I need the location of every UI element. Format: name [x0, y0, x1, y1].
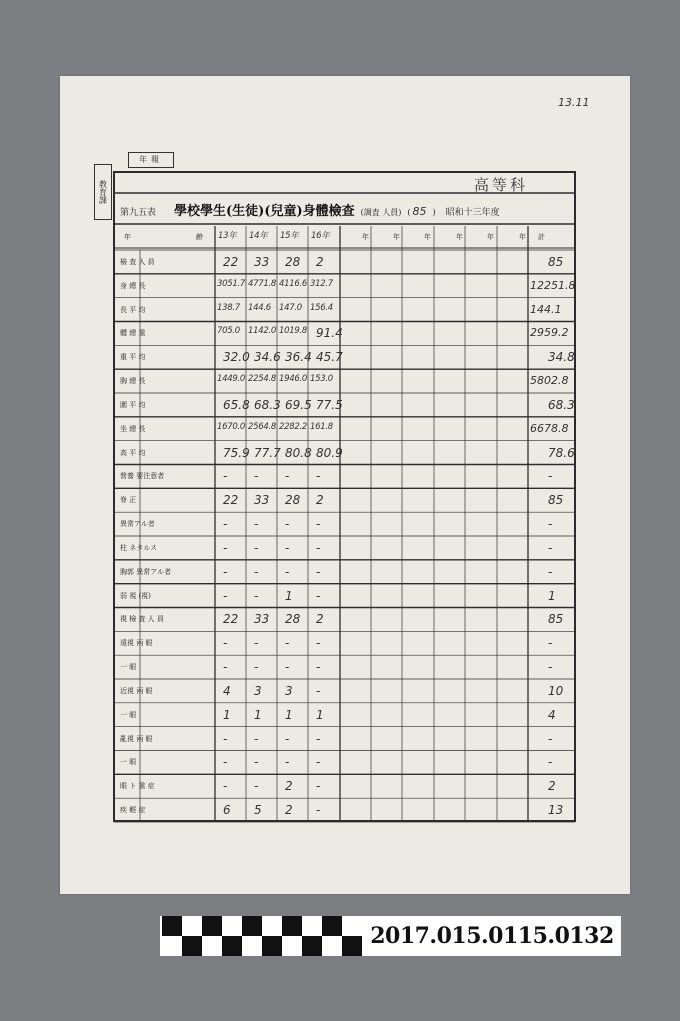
checker-pattern	[160, 916, 364, 956]
cell-value: -	[223, 636, 228, 651]
cell-value: -	[254, 469, 259, 484]
row-label: 近視 兩 眼	[120, 686, 153, 695]
corner-pencil-note: 13.11	[558, 96, 590, 109]
cell-value: 2254.8	[248, 374, 276, 385]
row-total: 144.1	[530, 302, 562, 316]
cell-value: 75.9	[223, 445, 250, 460]
cell-value: -	[254, 731, 259, 746]
cell-value: 1019.8	[279, 326, 307, 337]
cell-value: -	[285, 540, 290, 555]
cell-value: 32.0	[223, 350, 250, 365]
cell-value: 1946.0	[279, 374, 307, 385]
cell-value: -	[254, 636, 259, 651]
row-label: 亂視 兩 眼	[120, 734, 153, 743]
cell-value: 2	[285, 803, 293, 818]
row-label: 重 平 均	[120, 353, 146, 362]
row-label: 胸 總 長	[120, 377, 146, 386]
cell-value: -	[254, 755, 259, 770]
row-total: -	[548, 564, 553, 579]
age-header-label2: 齢	[196, 233, 203, 241]
cell-value: -	[285, 517, 290, 532]
checker-square	[182, 936, 202, 956]
cell-value: 1	[285, 588, 293, 603]
cell-value: 28	[285, 254, 301, 269]
cell-value: 22	[223, 493, 239, 508]
total-header: 計	[538, 233, 545, 241]
cell-value: 33	[254, 493, 270, 508]
cell-value: -	[223, 540, 228, 555]
bureau-label: 教育課	[94, 164, 112, 220]
row-label: 體 總 重	[120, 329, 146, 338]
row-total: -	[548, 755, 553, 770]
checker-square	[262, 936, 282, 956]
cell-value: -	[285, 636, 290, 651]
cell-value: 1449.0	[217, 374, 245, 385]
cell-value: -	[254, 588, 259, 603]
age-header: 15年	[280, 231, 299, 241]
row-label: 營養 要注意者	[120, 472, 165, 481]
row-total: -	[548, 731, 553, 746]
row-label: 疾 輕 症	[120, 806, 146, 815]
cell-value: -	[285, 469, 290, 484]
cell-value: 80.9	[316, 445, 343, 460]
row-total: 34.8	[548, 350, 575, 365]
cell-value: 5	[254, 803, 262, 818]
cell-value: 3	[285, 683, 293, 698]
row-total: 1	[548, 588, 556, 603]
cell-value: -	[223, 588, 228, 603]
row-total: -	[548, 540, 553, 555]
cell-value: 2	[316, 493, 324, 508]
cell-value: 6	[223, 803, 231, 818]
age-header-label: 年	[124, 233, 131, 241]
cell-value: 1142.0	[248, 326, 276, 337]
cell-value: 1	[254, 707, 262, 722]
row-label: 眼 ト 重 症	[120, 782, 155, 791]
blank-year: 年	[487, 233, 494, 241]
cell-value: -	[254, 779, 259, 794]
cell-value: -	[254, 564, 259, 579]
cell-value: 68.3	[254, 397, 281, 412]
row-label: 胸郭 異常アル者	[120, 567, 171, 576]
cell-value: 4771.8	[248, 278, 276, 289]
checker-square	[322, 916, 342, 936]
row-total: -	[548, 517, 553, 532]
cell-value: -	[285, 564, 290, 579]
cell-value: -	[254, 517, 259, 532]
cell-value: -	[316, 636, 321, 651]
blank-year: 年	[424, 233, 431, 241]
cell-value: -	[223, 731, 228, 746]
checker-square	[342, 936, 362, 956]
row-total: 6678.8	[530, 421, 569, 435]
cell-value: -	[316, 803, 321, 818]
cell-value: -	[254, 540, 259, 555]
cell-value: 2282.2	[279, 421, 307, 432]
cell-value: 69.5	[285, 397, 312, 412]
cell-value: 91.4	[316, 326, 343, 341]
row-total: 13	[548, 803, 564, 818]
cell-value: 4116.6	[279, 278, 307, 289]
cell-value: -	[223, 779, 228, 794]
cell-value: -	[316, 469, 321, 484]
row-label: 圍 平 均	[120, 400, 146, 409]
blank-year: 年	[456, 233, 463, 241]
cell-value: 28	[285, 493, 301, 508]
checker-square	[202, 916, 222, 936]
cell-value: -	[316, 755, 321, 770]
cell-value: -	[223, 517, 228, 532]
title-paren-b: (	[407, 208, 411, 217]
cell-value: 28	[285, 612, 301, 627]
cell-value: 22	[223, 254, 239, 269]
row-label: 高 平 均	[120, 448, 146, 457]
cell-value: 45.7	[316, 350, 343, 365]
cell-value: -	[285, 755, 290, 770]
row-total: -	[548, 469, 553, 484]
row-label: 一 眼	[120, 758, 137, 767]
row-label: 檢 査 人 員	[120, 257, 155, 266]
cell-value: 312.7	[310, 278, 333, 289]
cell-value: 3051.7	[217, 278, 245, 289]
cell-value: 80.8	[285, 445, 312, 460]
row-label: 坐 總 長	[120, 424, 146, 433]
accession-number: 2017.015.0115.0132	[363, 916, 621, 956]
row-label: 柱 ネタルス	[120, 543, 158, 552]
cell-value: -	[316, 779, 321, 794]
row-total: -	[548, 660, 553, 675]
cell-value: 1	[285, 707, 293, 722]
row-total: 2	[548, 779, 556, 794]
cell-value: 33	[254, 612, 270, 627]
cell-value: -	[316, 588, 321, 603]
row-total: 85	[548, 493, 564, 508]
row-label: 視 檢 査 人 員	[120, 615, 164, 624]
cell-value: -	[285, 731, 290, 746]
row-label: 弱 視 (視)	[120, 591, 151, 600]
cell-value: -	[316, 660, 321, 675]
cell-value: 161.8	[310, 421, 333, 432]
row-label: 脊 正	[120, 496, 137, 505]
row-label: 一 眼	[120, 710, 137, 719]
section-handwritten: 高等科	[474, 176, 529, 194]
checker-square	[242, 916, 262, 936]
cell-value: -	[223, 564, 228, 579]
row-label: 一 眼	[120, 663, 137, 672]
cell-value: 36.4	[285, 350, 312, 365]
cell-value: 77.5	[316, 397, 343, 412]
cell-value: 33	[254, 254, 270, 269]
cell-value: -	[316, 517, 321, 532]
row-total: 5802.8	[530, 374, 569, 388]
title-paren-a: (調査 人員)	[360, 208, 402, 217]
cell-value: 2	[285, 779, 293, 794]
age-header: 13年	[218, 231, 237, 241]
cell-value: 2	[316, 612, 324, 627]
cell-value: 144.6	[248, 302, 271, 313]
cell-value: 156.4	[310, 302, 333, 313]
cell-value: 138.7	[217, 302, 240, 313]
cell-value: -	[223, 755, 228, 770]
annual-report-label: 年報	[128, 152, 174, 168]
cell-value: -	[316, 564, 321, 579]
row-total: 2959.2	[530, 326, 569, 340]
title-count: 85	[412, 205, 427, 218]
checker-square	[162, 916, 182, 936]
row-total: -	[548, 636, 553, 651]
row-label: 身 總 長	[120, 281, 146, 290]
row-total: 68.3	[548, 397, 575, 412]
cell-value: -	[223, 660, 228, 675]
page-title: 學校學生(生徒)(兒童)身體檢查	[174, 204, 355, 219]
row-label: 長 平 均	[120, 305, 146, 314]
row-total: 85	[548, 254, 564, 269]
blank-year: 年	[393, 233, 400, 241]
checker-square	[282, 916, 302, 936]
cell-value: 65.8	[223, 397, 250, 412]
cell-value: 1670.0	[217, 421, 245, 432]
cell-value: 3	[254, 683, 262, 698]
cell-value: 1	[223, 707, 231, 722]
row-label: 異常アル者	[120, 520, 155, 529]
cell-value: 153.0	[310, 374, 333, 385]
cell-value: -	[316, 683, 321, 698]
cell-value: -	[285, 660, 290, 675]
cell-value: 1	[316, 707, 324, 722]
cell-value: 2564.8	[248, 421, 276, 432]
cell-value: 2	[316, 254, 324, 269]
blank-year: 年	[519, 233, 526, 241]
row-label: 遠視 兩 眼	[120, 639, 153, 648]
row-total: 10	[548, 683, 564, 698]
row-total: 12251.8	[530, 278, 576, 292]
cell-value: -	[254, 660, 259, 675]
cell-value: 22	[223, 612, 239, 627]
title-row	[120, 200, 500, 219]
blank-year: 年	[362, 233, 369, 241]
row-total: 85	[548, 612, 564, 627]
cell-value: -	[316, 540, 321, 555]
age-header: 16年	[311, 231, 330, 241]
title-paren-close: )	[432, 208, 436, 217]
cell-value: 147.0	[279, 302, 302, 313]
checker-square	[222, 936, 242, 956]
row-total: 4	[548, 707, 556, 722]
cell-value: 4	[223, 683, 231, 698]
row-total: 78.6	[548, 445, 575, 460]
era-label: 昭和十三年度	[445, 208, 500, 218]
cell-value: 705.0	[217, 326, 240, 337]
cell-value: -	[316, 731, 321, 746]
cell-value: 34.6	[254, 350, 281, 365]
cell-value: 77.7	[254, 445, 281, 460]
table-number: 第九五表	[120, 208, 157, 218]
checker-barcode	[160, 916, 364, 956]
age-header: 14年	[249, 231, 268, 241]
checker-square	[302, 936, 322, 956]
cell-value: -	[223, 469, 228, 484]
